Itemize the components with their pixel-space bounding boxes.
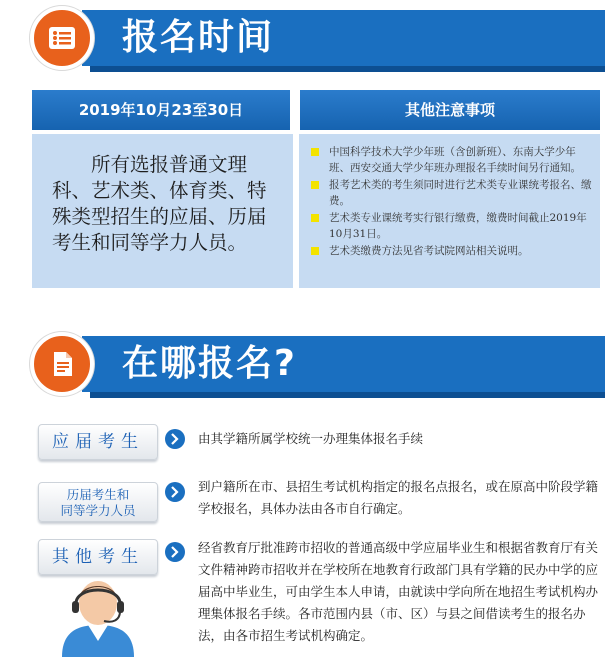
chevron-right-icon [165, 429, 185, 449]
chevron-right-icon [165, 482, 185, 502]
date-header: 2019年10月23至30日 [32, 90, 290, 130]
notes-header: 其他注意事项 [300, 90, 600, 130]
list-item: 报考艺术类的考生须同时进行艺术类专业课统考报名、缴费。 [311, 177, 592, 209]
support-agent-icon [56, 571, 140, 657]
where-text-other: 经省教育厅批准跨市招收的普通高级中学应届毕业生和根据省教育厅有关文件精神跨市招收并在学校所在地教育行政部门具有学籍的民办中学的应届高中毕业生，可由学生本人申请，由就读中学向所在地招生考试机构办理集体报名手续。各市范围内县（市、区）与县之间借读考生的报名办法，由各市招生考试机构确定。 [198, 540, 599, 643]
list-item: 艺术类专业课统考实行银行缴费，缴费时间截止2019年10月31日。 [311, 210, 592, 242]
label-previous-students: 历届考生和 同等学力人员 [38, 482, 158, 522]
notes-panel [299, 134, 600, 288]
bullet-icon [311, 214, 319, 222]
section-header-where [30, 332, 605, 396]
list-item: 中国科学技术大学少年班（含创新班）、东南大学少年班、西安交通大学少年班办理报名手续时间另行通知。 [311, 144, 592, 176]
bullet-icon [311, 148, 319, 156]
bullet-icon [311, 247, 319, 255]
eligibility-panel [32, 134, 293, 288]
where-text-current: 由其学籍所属学校统一办理集体报名手续 [198, 431, 424, 446]
section-title: 在哪报名? [122, 343, 297, 384]
eligibility-text: 所有选报普通文理科、艺术类、体育类、特殊类型招生的应届、历届考生和同等学力人员。 [52, 153, 267, 254]
chevron-right-icon [165, 542, 185, 562]
notes-list [299, 134, 600, 259]
list-item: 艺术类缴费方法见省考试院网站相关说明。 [311, 243, 592, 259]
label-current-students: 应届考生 [38, 424, 158, 460]
section-header-time [30, 6, 605, 70]
where-text-previous: 到户籍所在市、县招生考试机构指定的报名点报名，或在原高中阶段学籍学校报名，具体办法由各市自行确定。 [198, 479, 599, 516]
section-title: 报名时间 [122, 17, 275, 58]
bullet-icon [311, 181, 319, 189]
document-icon [30, 332, 94, 396]
label-other-students: 其他考生 [38, 539, 158, 575]
list-icon [30, 6, 94, 70]
